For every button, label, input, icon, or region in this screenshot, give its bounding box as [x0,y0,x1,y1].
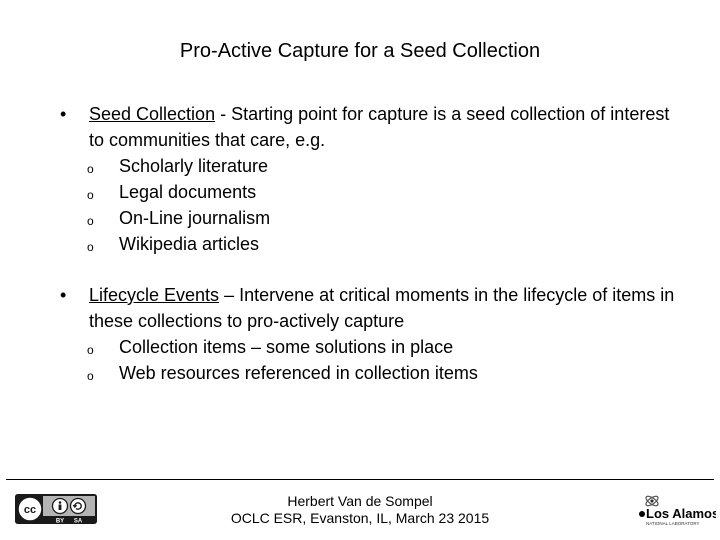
sa-label: SA [73,518,83,524]
sub-list-item [60,334,680,360]
bullet-item [60,101,680,153]
sub-marker: o [87,162,94,176]
slide-title: Pro-Active Capture for a Seed Collection [179,40,541,62]
sub-list-item [60,153,680,179]
sub-list [60,334,680,386]
sub-marker: o [87,369,94,383]
sub-list [60,153,680,257]
bullet-marker: • [60,285,67,305]
sub-marker: o [87,343,94,357]
cc-text: cc [23,504,37,516]
cc-by-sa-badge [15,494,97,524]
logo-tagline: NATIONAL LABORATORY [646,521,700,526]
los-alamos-atom-icon [632,487,716,527]
sub-item-text: Wikipedia articles [119,234,260,254]
logo-name: Los Alamos [646,506,716,521]
sub-marker: o [87,188,94,202]
bullet-section-lifecycle-events [60,282,680,386]
bullet-heading: Seed Collection [89,104,216,124]
sub-item-text: On-Line journalism [119,208,271,228]
footer-event: OCLC ESR, Evanston, IL, March 23 2015 [230,510,490,526]
sub-marker: o [87,214,94,228]
bullet-item [60,282,680,334]
bullet-separator: - [215,104,232,124]
by-label: BY [55,518,65,524]
footer-divider [6,479,714,480]
sub-list-item [60,205,680,231]
bullet-separator: – [219,285,240,305]
bullet-text: Starting point for capture is a seed collection of interest to communities that care, e.g. [89,104,670,150]
los-alamos-logo [632,487,716,527]
footer-credits [200,493,520,527]
footer-author: Herbert Van de Sompel [287,493,433,509]
sub-list-item [60,179,680,205]
bullet-marker: • [60,104,67,124]
sub-item-text: Scholarly literature [119,156,269,176]
cc-license-icon [15,494,97,524]
sub-item-text: Web resources referenced in collection items [119,363,478,383]
sub-item-text: Legal documents [119,182,257,202]
bullet-section-seed-collection [60,101,680,257]
bullet-heading: Lifecycle Events [89,285,220,305]
sub-list-item [60,231,680,257]
bullet-text: Intervene at critical moments in the lifecycle of items in these collections to pro-actively capture [89,285,675,331]
sub-list-item [60,360,680,386]
sub-marker: o [87,240,94,254]
sub-item-text: Collection items – some solutions in place [119,337,454,357]
